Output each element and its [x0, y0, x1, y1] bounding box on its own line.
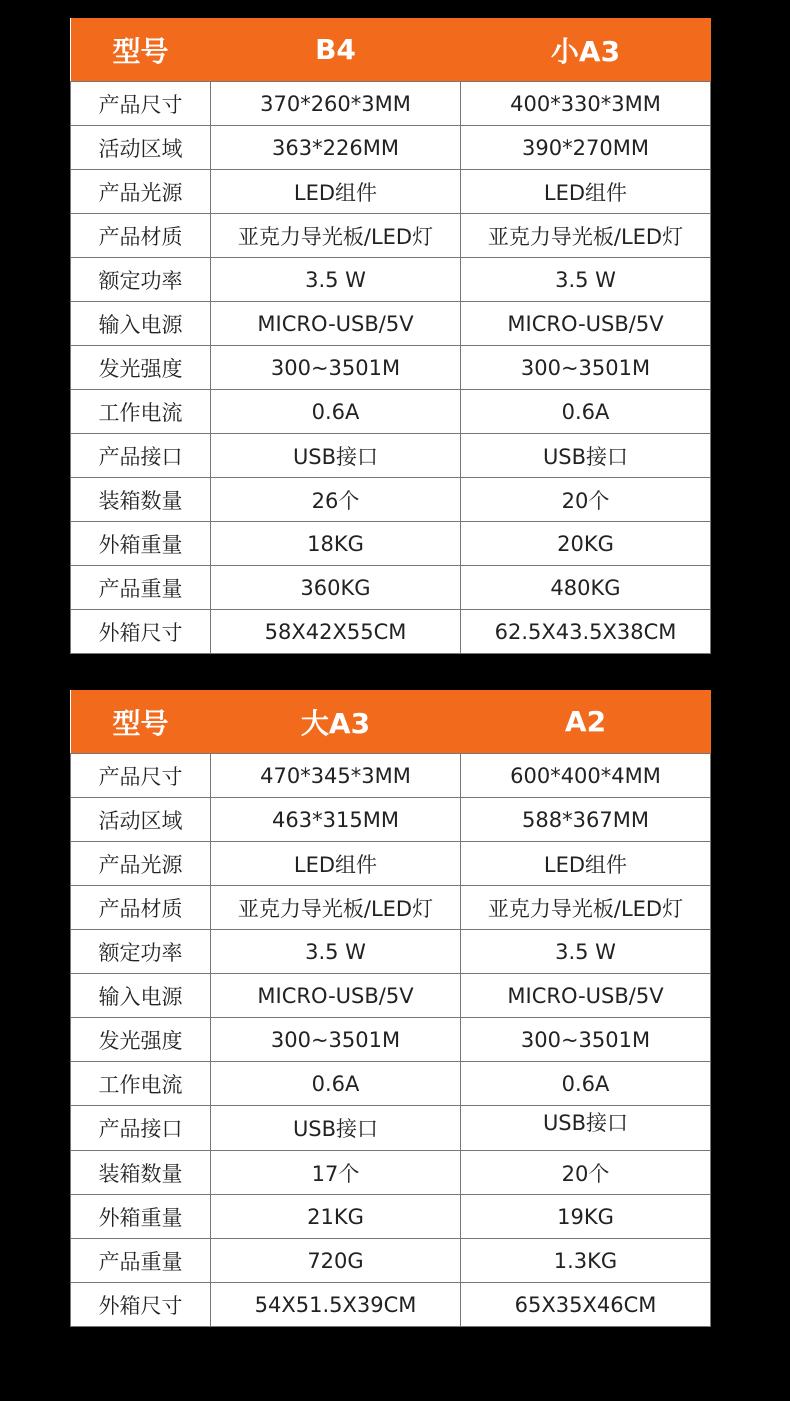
row-label: 输入电源	[71, 974, 211, 1018]
table-cell: USB接口	[211, 434, 461, 478]
spec-table-body	[71, 754, 711, 1327]
table-row	[71, 434, 711, 478]
table-cell: 21KG	[211, 1195, 461, 1239]
table-cell: 0.6A	[211, 390, 461, 434]
row-label: 输入电源	[71, 302, 211, 346]
table-row	[71, 566, 711, 610]
row-label: 产品尺寸	[71, 82, 211, 126]
row-label: 产品尺寸	[71, 754, 211, 798]
table-row	[71, 1239, 711, 1283]
row-label: 产品接口	[71, 434, 211, 478]
header-model-cell: A2	[461, 690, 711, 754]
table-cell: 62.5X43.5X38CM	[461, 610, 711, 654]
table-row	[71, 478, 711, 522]
row-label: 产品接口	[71, 1106, 211, 1151]
table-cell: 363*226MM	[211, 126, 461, 170]
table-row	[71, 754, 711, 798]
table-cell: 3.5 W	[461, 258, 711, 302]
table-row	[71, 1018, 711, 1062]
table-cell: 20KG	[461, 522, 711, 566]
table-cell: 26个	[211, 478, 461, 522]
row-label: 产品光源	[71, 170, 211, 214]
table-cell: 0.6A	[211, 1062, 461, 1106]
row-label: 产品光源	[71, 842, 211, 886]
table-cell: 0.6A	[461, 390, 711, 434]
table-cell: 470*345*3MM	[211, 754, 461, 798]
table-row	[71, 126, 711, 170]
table-cell: 亚克力导光板/LED灯	[211, 214, 461, 258]
spec-table-header	[71, 18, 711, 82]
header-label-cell: 型号	[71, 18, 211, 82]
table-cell: 亚克力导光板/LED灯	[461, 214, 711, 258]
row-label: 产品重量	[71, 566, 211, 610]
table-cell: 463*315MM	[211, 798, 461, 842]
table-cell: 亚克力导光板/LED灯	[211, 886, 461, 930]
table-cell: 400*330*3MM	[461, 82, 711, 126]
table-cell: 58X42X55CM	[211, 610, 461, 654]
table-cell: 3.5 W	[211, 930, 461, 974]
header-model-cell: B4	[211, 18, 461, 82]
table-row	[71, 842, 711, 886]
table-cell: 300~3501M	[461, 346, 711, 390]
table-cell: 20个	[461, 478, 711, 522]
table-cell: LED组件	[211, 842, 461, 886]
table-cell: 亚克力导光板/LED灯	[461, 886, 711, 930]
row-label: 工作电流	[71, 390, 211, 434]
table-cell: 17个	[211, 1151, 461, 1195]
table-cell: USB接口	[461, 1106, 711, 1151]
table-row	[71, 82, 711, 126]
table-row	[71, 1151, 711, 1195]
table-cell: 3.5 W	[211, 258, 461, 302]
table-cell: 300~3501M	[211, 1018, 461, 1062]
table-cell: 54X51.5X39CM	[211, 1283, 461, 1327]
table-cell: MICRO-USB/5V	[461, 302, 711, 346]
table-cell: 480KG	[461, 566, 711, 610]
table-row	[71, 258, 711, 302]
table-cell: 720G	[211, 1239, 461, 1283]
table-cell: USB接口	[461, 434, 711, 478]
row-label: 外箱重量	[71, 1195, 211, 1239]
table-cell: 20个	[461, 1151, 711, 1195]
spec-table-header	[71, 690, 711, 754]
row-label: 外箱尺寸	[71, 610, 211, 654]
table-cell: USB接口	[211, 1106, 461, 1151]
row-label: 工作电流	[71, 1062, 211, 1106]
table-row	[71, 302, 711, 346]
table-cell: 19KG	[461, 1195, 711, 1239]
row-label: 产品材质	[71, 886, 211, 930]
row-label: 额定功率	[71, 258, 211, 302]
row-label: 活动区域	[71, 126, 211, 170]
table-cell: 300~3501M	[211, 346, 461, 390]
table-cell: 300~3501M	[461, 1018, 711, 1062]
table-cell: 18KG	[211, 522, 461, 566]
table-row	[71, 522, 711, 566]
table-cell: 0.6A	[461, 1062, 711, 1106]
table-cell: 65X35X46CM	[461, 1283, 711, 1327]
table-row	[71, 390, 711, 434]
table-row	[71, 1106, 711, 1151]
row-label: 产品材质	[71, 214, 211, 258]
header-row	[71, 18, 711, 82]
table-cell: MICRO-USB/5V	[461, 974, 711, 1018]
table-row	[71, 930, 711, 974]
spec-table-2	[70, 690, 711, 1327]
row-label: 发光强度	[71, 1018, 211, 1062]
table-cell: MICRO-USB/5V	[211, 302, 461, 346]
table-row	[71, 346, 711, 390]
table-row	[71, 170, 711, 214]
table-row	[71, 974, 711, 1018]
table-cell: 360KG	[211, 566, 461, 610]
header-label-cell: 型号	[71, 690, 211, 754]
table-cell: 390*270MM	[461, 126, 711, 170]
header-row	[71, 690, 711, 754]
table-row	[71, 798, 711, 842]
table-cell: 370*260*3MM	[211, 82, 461, 126]
row-label: 额定功率	[71, 930, 211, 974]
row-label: 活动区域	[71, 798, 211, 842]
spec-table-body	[71, 82, 711, 654]
table-row	[71, 1195, 711, 1239]
table-row	[71, 1062, 711, 1106]
table-cell: MICRO-USB/5V	[211, 974, 461, 1018]
table-cell: 3.5 W	[461, 930, 711, 974]
table-row	[71, 610, 711, 654]
row-label: 外箱重量	[71, 522, 211, 566]
table-cell: 600*400*4MM	[461, 754, 711, 798]
table-cell: LED组件	[461, 842, 711, 886]
header-model-cell: 小A3	[461, 18, 711, 82]
table-cell: 588*367MM	[461, 798, 711, 842]
table-cell: LED组件	[211, 170, 461, 214]
table-cell: LED组件	[461, 170, 711, 214]
table-row	[71, 1283, 711, 1327]
table-row	[71, 886, 711, 930]
row-label: 发光强度	[71, 346, 211, 390]
row-label: 外箱尺寸	[71, 1283, 211, 1327]
row-label: 产品重量	[71, 1239, 211, 1283]
row-label: 装箱数量	[71, 1151, 211, 1195]
table-cell: 1.3KG	[461, 1239, 711, 1283]
table-row	[71, 214, 711, 258]
row-label: 装箱数量	[71, 478, 211, 522]
spec-table-1	[70, 18, 711, 654]
header-model-cell: 大A3	[211, 690, 461, 754]
